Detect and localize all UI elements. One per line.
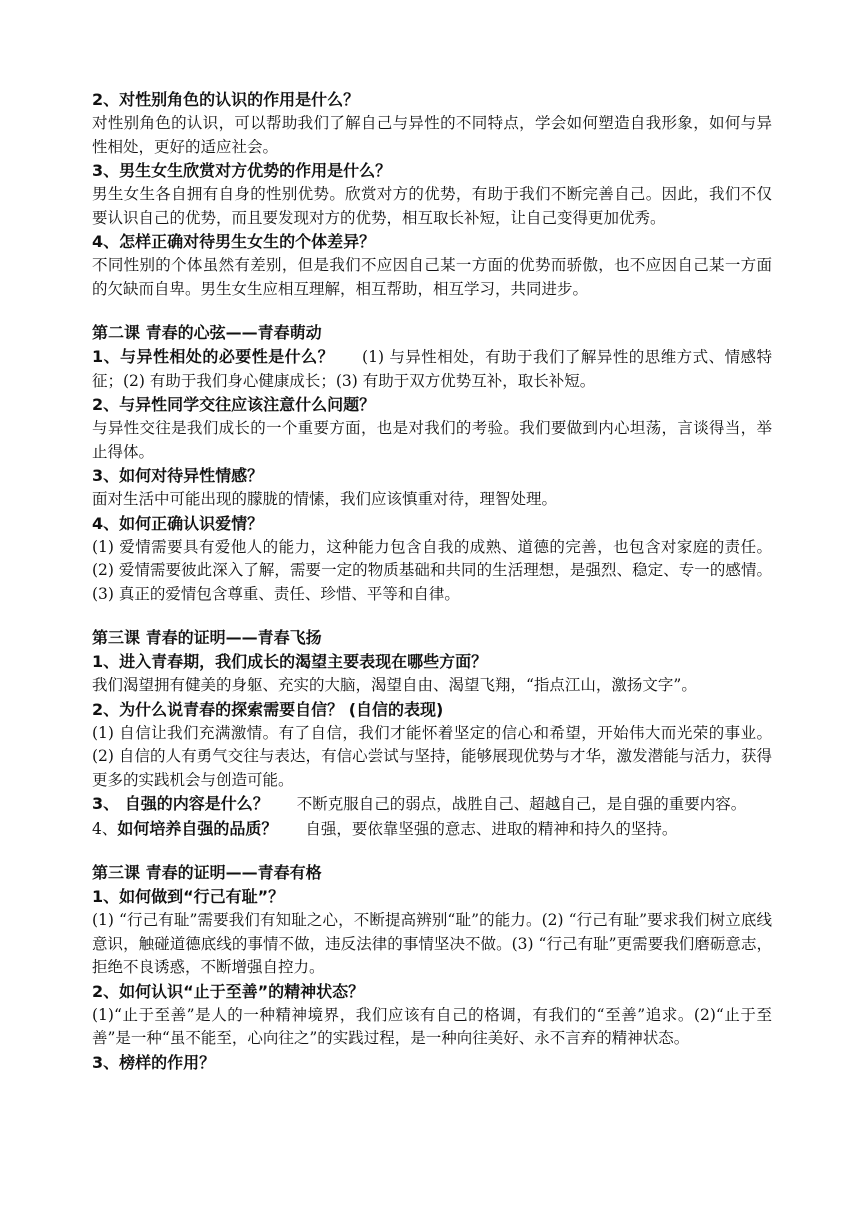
answer-paragraph: (1) 爱情需要具有爱他人的能力，这种能力包含自我的成熟、道德的完善，也包含对家庭的责任。(2) 爱情需要彼此深入了解，需要一定的物质基础和共同的生活理想，是强烈、稳定、专一的感情。(3) 真正的爱情包含尊重、责任、珍惜、平等和自律。 [92,537,772,603]
question-heading: 3、榜样的作用？ [92,1052,216,1072]
question-heading: 2、为什么说青春的探索需要自信？ (自信的表现) [92,699,444,719]
answer-paragraph: (1) 自信让我们充满激情。有了自信，我们才能怀着坚定的信心和希望，开始伟大而光荣的事业。(2) 自信的人有勇气交往与表达，有信心尝试与坚持，能够展现优势与才华，激发潜能与活力，获得更多的实践机会与创造可能。 [92,723,772,789]
question-number: 4、 [92,819,118,838]
question-inline: 3、 自强的内容是什么？ [92,794,269,813]
question-heading: 1、如何做到“行己有耻”？ [92,887,285,906]
answer-paragraph: 不同性别的个体虽然有差别，但是我们不应因自己某一方面的优势而骄傲，也不应因自己某一方面的欠缺而自卑。男生女生应相互理解，相互帮助，相互学习，共同进步。 [92,256,772,298]
question-heading: 2、与异性同学交往应该注意什么问题？ [92,395,376,414]
answer-inline: (1) 与异性相处，有助于我们了解异性的思维方式、情感特征；(2) 有助于我们身心健康成长；(3) 有助于双方优势互补，取长补短。 [92,348,772,390]
answer-paragraph: 与异性交往是我们成长的一个重要方面，也是对我们的考验。我们要做到内心坦荡，言谈得当，举止得体。 [92,419,772,461]
question-heading: 3、如何对待异性情感？ [92,466,264,485]
qa-paragraph [92,792,772,817]
lesson-title: 第三课 青春的证明——青春有格 [92,863,322,882]
qa-paragraph [92,345,772,393]
lesson-title: 第三课 青春的证明——青春飞扬 [92,628,322,647]
question-inline: 如何培养自强的品质？ [117,818,278,838]
answer-paragraph: 男生女生各自拥有自身的性别优势。欣赏对方的优势，有助于我们不断完善自己。因此，我们不仅要认识自己的优势，而且要发现对方的优势，相互取长补短，让自己变得更加优秀。 [92,185,772,227]
question-heading: 3、男生女生欣赏对方优势的作用是什么？ [92,161,392,180]
answer-paragraph: 面对生活中可能出现的朦胧的情愫，我们应该慎重对待，理智处理。 [92,490,558,508]
answer-inline: 不断克服自己的弱点，战胜自己、超越自己，是自强的重要内容。 [296,795,747,813]
question-heading: 4、怎样正确对待男生女生的个体差异？ [92,232,376,251]
answer-paragraph: (1) “行己有耻”需要我们有知耻之心，不断提高辨别“耻”的能力。(2) “行己有耻”要求我们树立底线意识，触碰道德底线的事情不做，违反法律的事情坚决不做。(3) “行己有耻”更需要我们磨砺意志，拒绝不良诱惑，不断增强自控力。 [92,911,772,976]
lesson-title: 第二课 青春的心弦——青春萌动 [92,323,322,342]
answer-inline: 自强，要依靠坚强的意志、进取的精神和持久的坚持。 [305,819,678,838]
question-heading: 4、如何正确认识爱情？ [92,513,264,533]
question-inline: 1、与异性相处的必要性是什么？ [92,347,335,366]
question-heading: 1、进入青春期，我们成长的渴望主要表现在哪些方面？ [92,652,488,671]
answer-paragraph: 我们渴望拥有健美的身躯、充实的大脑，渴望自由、渴望飞翔，“指点江山，激扬文字”。 [92,676,697,694]
question-heading: 2、对性别角色的认识的作用是什么？ [92,90,360,109]
qa-paragraph [92,817,772,842]
document-body [92,88,772,1075]
answer-paragraph: 对性别角色的认识，可以帮助我们了解自己与异性的不同特点，学会如何塑造自我形象，如何与异性相处，更好的适应社会。 [92,114,772,156]
question-heading: 2、如何认识“止于至善”的精神状态？ [92,981,365,1001]
answer-paragraph: (1)“止于至善”是人的一种精神境界，我们应该有自己的格调，有我们的“至善”追求。(2)“止于至善”是一种“虽不能至，心向往之”的实践过程，是一种向往美好、永不言弃的精神状态。 [92,1005,772,1047]
